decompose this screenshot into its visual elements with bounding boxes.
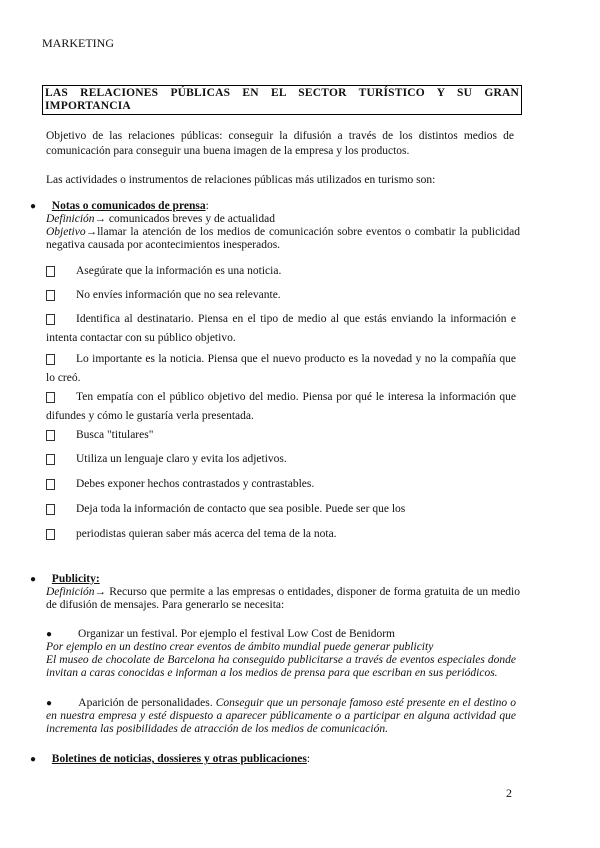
section-heading: Notas o comunicados de prensa xyxy=(51,200,206,212)
activities-intro: Las actividades o instrumentos de relaciones públicas más utilizados en turismo son: xyxy=(46,174,436,186)
bullet-icon: ● xyxy=(30,201,37,212)
bullet-icon: ● xyxy=(46,698,53,709)
missing-glyph-icon xyxy=(46,476,76,494)
missing-glyph-icon xyxy=(46,501,76,519)
section-heading: Publicity: xyxy=(51,573,100,585)
list-item: Lo importante es la noticia. Piensa que el nuevo producto es la novedad y no la compañía que lo creó. xyxy=(46,353,516,384)
missing-glyph-icon xyxy=(46,351,76,369)
list-item: Deja toda la información de contacto que sea posible. Puede ser que los xyxy=(46,500,516,519)
missing-glyph-icon xyxy=(46,287,76,305)
section-boletines: ● Boletines de noticias, dossieres y otras publicaciones: xyxy=(30,753,311,765)
bullet-icon: ● xyxy=(30,574,37,585)
missing-glyph-icon xyxy=(46,427,76,445)
publicity-sub1: ● Organizar un festival. Por ejemplo el festival Low Cost de Benidorm Por ejemplo en un destino crear eventos de ámbito mundial puede generar publicity El museo de chocolate de Barcelona ha conseguido publicitarse a través de eventos especiales donde invitan a caras conocidas e informan a los medios de prensa para que escriban en sus periódicos. xyxy=(46,628,516,679)
list-item: Busca "titulares" xyxy=(46,426,516,445)
list-item: No envíes información que no sea relevante. xyxy=(46,286,516,305)
missing-glyph-icon xyxy=(46,526,76,544)
definition-text: → comunicados breves y de actualidad xyxy=(94,213,275,225)
definition-text: → Recurso que permite a las empresas o entidades, disponer de forma gratuita de un medio de difusión de mensajes. Para generarlo se necesita: xyxy=(46,586,520,611)
objective-label: Objetivo xyxy=(46,226,86,238)
definition-label: Definición xyxy=(46,586,95,598)
missing-glyph-icon xyxy=(46,451,76,469)
list-item: Ten empatía con el público objetivo del medio. Piensa por qué le interesa la información que difundes y cómo le gustaría verla presentada. xyxy=(46,391,516,422)
objective-paragraph: Objetivo de las relaciones públicas: conseguir la difusión a través de los distintos medios de comunicación para conseguir una buena imagen de la empresa y los productos. xyxy=(46,130,514,157)
list-item: Asegúrate que la información es una noticia. xyxy=(46,262,516,281)
list-item: periodistas quieran saber más acerca del tema de la nota. xyxy=(46,525,516,544)
page-title: LAS RELACIONES PÚBLICAS EN EL SECTOR TURÍSTICO Y SU GRAN IMPORTANCIA xyxy=(42,85,522,115)
list-item: Debes exponer hechos contrastados y contrastables. xyxy=(46,475,516,494)
section-heading: Boletines de noticias, dossieres y otras publicaciones xyxy=(51,753,307,765)
missing-glyph-icon xyxy=(46,389,76,407)
example-text: El museo de chocolate de Barcelona ha conseguido publicitarse a través de eventos especiales donde invitan a caras conocidas e informan a los medios de prensa para que escriban en sus periódicos. xyxy=(46,654,516,679)
bullet-icon: ● xyxy=(46,629,53,640)
section-publicity xyxy=(30,573,520,612)
definition-label: Definición xyxy=(46,213,95,225)
objective-text: →llamar la atención de los medios de comunicación sobre eventos o combatir la publicidad negativa causada por acontecimientos inesperados. xyxy=(46,226,520,251)
section-notas-prensa: ● Notas o comunicados de prensa: Definición→ comunicados breves y de actualidad Objetivo→llamar la atención de los medios de comunicación sobre eventos o combatir la publicidad negativa causada por acontecimientos inesperados. xyxy=(30,200,520,251)
list-item: Utiliza un lenguaje claro y evita los adjetivos. xyxy=(46,450,516,469)
bullet-icon: ● xyxy=(30,754,37,765)
missing-glyph-icon xyxy=(46,263,76,281)
example-text: Por ejemplo en un destino crear eventos de ámbito mundial puede generar publicity xyxy=(46,641,434,653)
list-item: Identifica al destinatario. Piensa en el tipo de medio al que estás enviando la información e intenta contactar con su público objetivo. xyxy=(46,313,516,344)
missing-glyph-icon xyxy=(46,311,76,329)
publicity-sub2: ● Aparición de personalidades. Conseguir que un personaje famoso esté presente en el destino o en nuestra empresa y esté dispuesto a aparecer públicamente o a participar en alguna actividad que incrementa las posibilidades de atracción de los medios de comunicación. xyxy=(46,697,517,735)
page-number: 2 xyxy=(506,786,512,800)
document-header: MARKETING xyxy=(42,36,114,50)
